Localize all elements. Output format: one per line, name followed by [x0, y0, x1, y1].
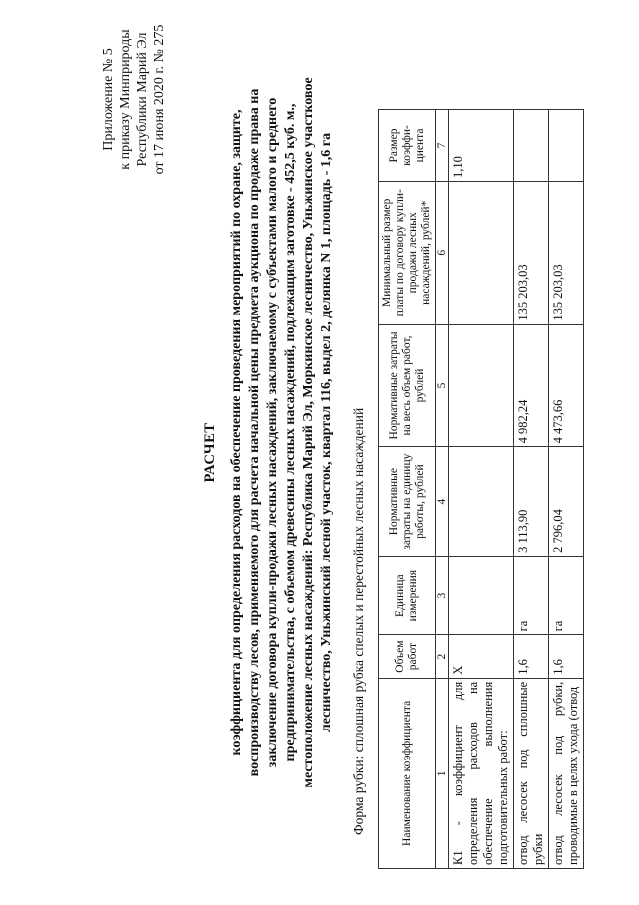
row-name: отвод лесосек под рубки, проводимые в целях ухода (отвод	[549, 678, 584, 868]
column-number-row	[436, 110, 449, 869]
row-norm-unit	[449, 447, 514, 557]
heading-line: местоположение лесных насаждений: Республика Марий Эл, Моркинское лесничество, Уньжинское участковое	[301, 77, 316, 788]
order-reference	[100, 17, 168, 182]
table-row	[549, 110, 584, 869]
row-unit	[449, 556, 514, 635]
row-coefficient: 1,10	[449, 110, 514, 182]
order-region: Республики Марий Эл	[135, 32, 150, 167]
row-volume: 1,6	[549, 635, 584, 678]
row-unit: га	[549, 556, 584, 635]
column-number: 1	[436, 678, 449, 868]
heading-line: предпринимательства, с объемом древесины лесных насаждений, подлежащим заготовке - 452,5 куб. м.,	[283, 103, 298, 762]
row-min-fee: 135 203,03	[514, 181, 549, 324]
column-number: 3	[436, 556, 449, 635]
table-header-row	[379, 110, 436, 869]
felling-form-text: Форма рубки: сплошная рубка спелых и перестойных лесных насаждений	[351, 407, 366, 835]
row-norm-total: 4 473,66	[549, 324, 584, 447]
column-number: 6	[436, 181, 449, 324]
heading-line: коэффициента для определения расходов на обеспечение проведения мероприятий по охране, защите,	[229, 109, 244, 756]
header-coefficient-size: Размер коэффи-циента	[379, 110, 436, 182]
document-heading	[228, 20, 336, 845]
row-norm-total	[449, 324, 514, 447]
header-coefficient-name: Наименование коэффициента	[379, 678, 436, 868]
column-number: 2	[436, 635, 449, 678]
heading-line: лесничество, Уньжинский лесной участок, квартал 116, выдел 2, делянка N 1, площадь - 1,6 га	[319, 132, 334, 733]
row-norm-unit: 3 113,90	[514, 447, 549, 557]
column-number: 4	[436, 447, 449, 557]
order-date: от 17 июня 2020 г. № 275	[152, 24, 167, 175]
column-number: 7	[436, 110, 449, 182]
header-norm-cost-total: Нормативные затраты на весь объем работ, рублей	[379, 324, 436, 447]
header-unit: Единица измерения	[379, 556, 436, 635]
document-title: РАСЧЕТ	[202, 422, 218, 483]
heading-line: воспроизводству лесов, применяемого для расчета начальной цены предмета аукциона по продаже права на	[247, 88, 262, 777]
row-min-fee: 135 203,03	[549, 181, 584, 324]
header-norm-cost-unit: Нормативные затраты на единицу работы, рублей	[379, 447, 436, 557]
row-norm-total: 4 982,24	[514, 324, 549, 447]
row-min-fee	[449, 181, 514, 324]
table-row	[514, 110, 549, 869]
appendix-number: Приложение № 5	[101, 48, 116, 151]
row-coefficient	[549, 110, 584, 182]
row-name: отвод лесосек под сплошные рубки	[514, 678, 549, 868]
row-coefficient	[514, 110, 549, 182]
column-number: 5	[436, 324, 449, 447]
header-work-volume: Объем работ	[379, 635, 436, 678]
row-volume: 1,6	[514, 635, 549, 678]
table-row	[449, 110, 514, 869]
row-name: К1 - коэффициент для определения расходов на обеспечение выполнения подготовительных работ:	[449, 678, 514, 868]
row-norm-unit: 2 796,04	[549, 447, 584, 557]
row-volume: X	[449, 635, 514, 678]
row-unit: га	[514, 556, 549, 635]
header-min-fee: Минимальный размер платы по договору купли-продажи лесных насаждений, рублей*	[379, 181, 436, 324]
order-issuer: к приказу Минприроды	[118, 29, 133, 170]
calculation-table	[378, 109, 584, 869]
heading-line: заключение договора купли-продажи лесных насаждений, заключаемому с субъектами малого и среднего	[265, 97, 280, 768]
calculation-table-wrapper	[378, 109, 584, 869]
